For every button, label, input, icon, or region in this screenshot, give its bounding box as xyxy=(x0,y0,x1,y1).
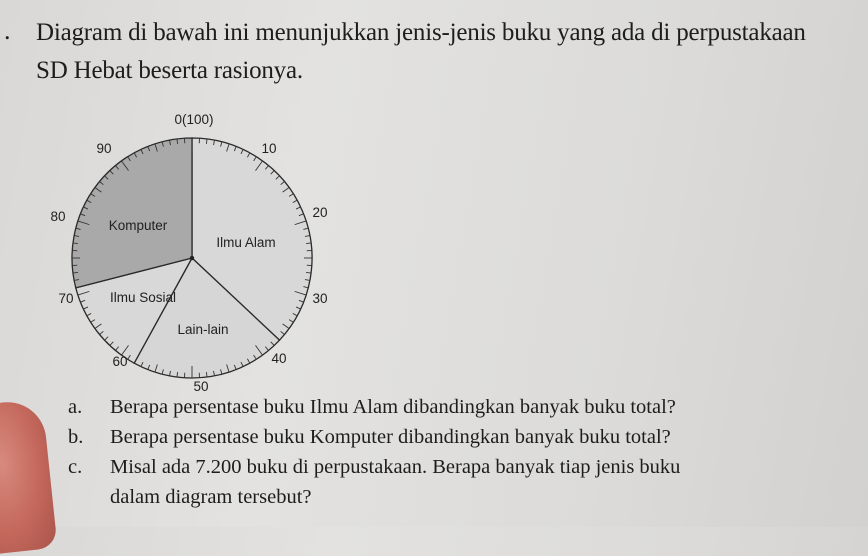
slice-label: Lain-lain xyxy=(177,322,228,337)
question-text: Misal ada 7.200 buku di perpustakaan. Berapa banyak tiap jenis buku xyxy=(110,452,680,482)
tick-mark xyxy=(206,139,207,144)
question-c xyxy=(68,452,680,512)
tick-label: 60 xyxy=(112,354,127,369)
tick-label: 80 xyxy=(50,209,65,224)
tick-label: 10 xyxy=(261,141,276,156)
question-label: a. xyxy=(68,392,82,422)
question-b xyxy=(68,422,680,452)
question-label: c. xyxy=(68,452,82,482)
tick-mark xyxy=(306,243,311,244)
question-list xyxy=(68,392,680,512)
intro-line-2: SD Hebat beserta rasionya. xyxy=(36,52,806,90)
center-dot xyxy=(190,256,194,260)
question-text-continued: dalam diagram tersebut? xyxy=(110,482,680,512)
tick-mark xyxy=(306,272,311,273)
tick-label: 70 xyxy=(58,291,73,306)
tick-mark xyxy=(177,372,178,377)
question-number: . xyxy=(4,16,11,46)
tick-mark xyxy=(73,243,78,244)
slice-label: Ilmu Sosial xyxy=(110,290,176,305)
question-text: Berapa persentase buku Ilmu Alam dibandingkan banyak buku total? xyxy=(110,392,680,422)
question-a xyxy=(68,392,680,422)
tick-mark xyxy=(73,272,78,273)
tick-label: 50 xyxy=(193,379,208,394)
tick-label: 40 xyxy=(271,351,286,366)
tick-mark xyxy=(177,139,178,144)
tick-label: 20 xyxy=(312,205,327,220)
tick-label: 90 xyxy=(96,141,111,156)
slice-label: Komputer xyxy=(109,218,168,233)
intro-line-1: Diagram di bawah ini menunjukkan jenis-jenis buku yang ada di perpustakaan xyxy=(36,14,806,52)
question-label: b. xyxy=(68,422,83,452)
slice-label: Ilmu Alam xyxy=(216,235,275,250)
tick-label: 0(100) xyxy=(174,112,213,127)
tick-label: 30 xyxy=(312,291,327,306)
tick-mark xyxy=(206,372,207,377)
question-text: Berapa persentase buku Komputer dibandingkan banyak buku total? xyxy=(110,422,680,452)
